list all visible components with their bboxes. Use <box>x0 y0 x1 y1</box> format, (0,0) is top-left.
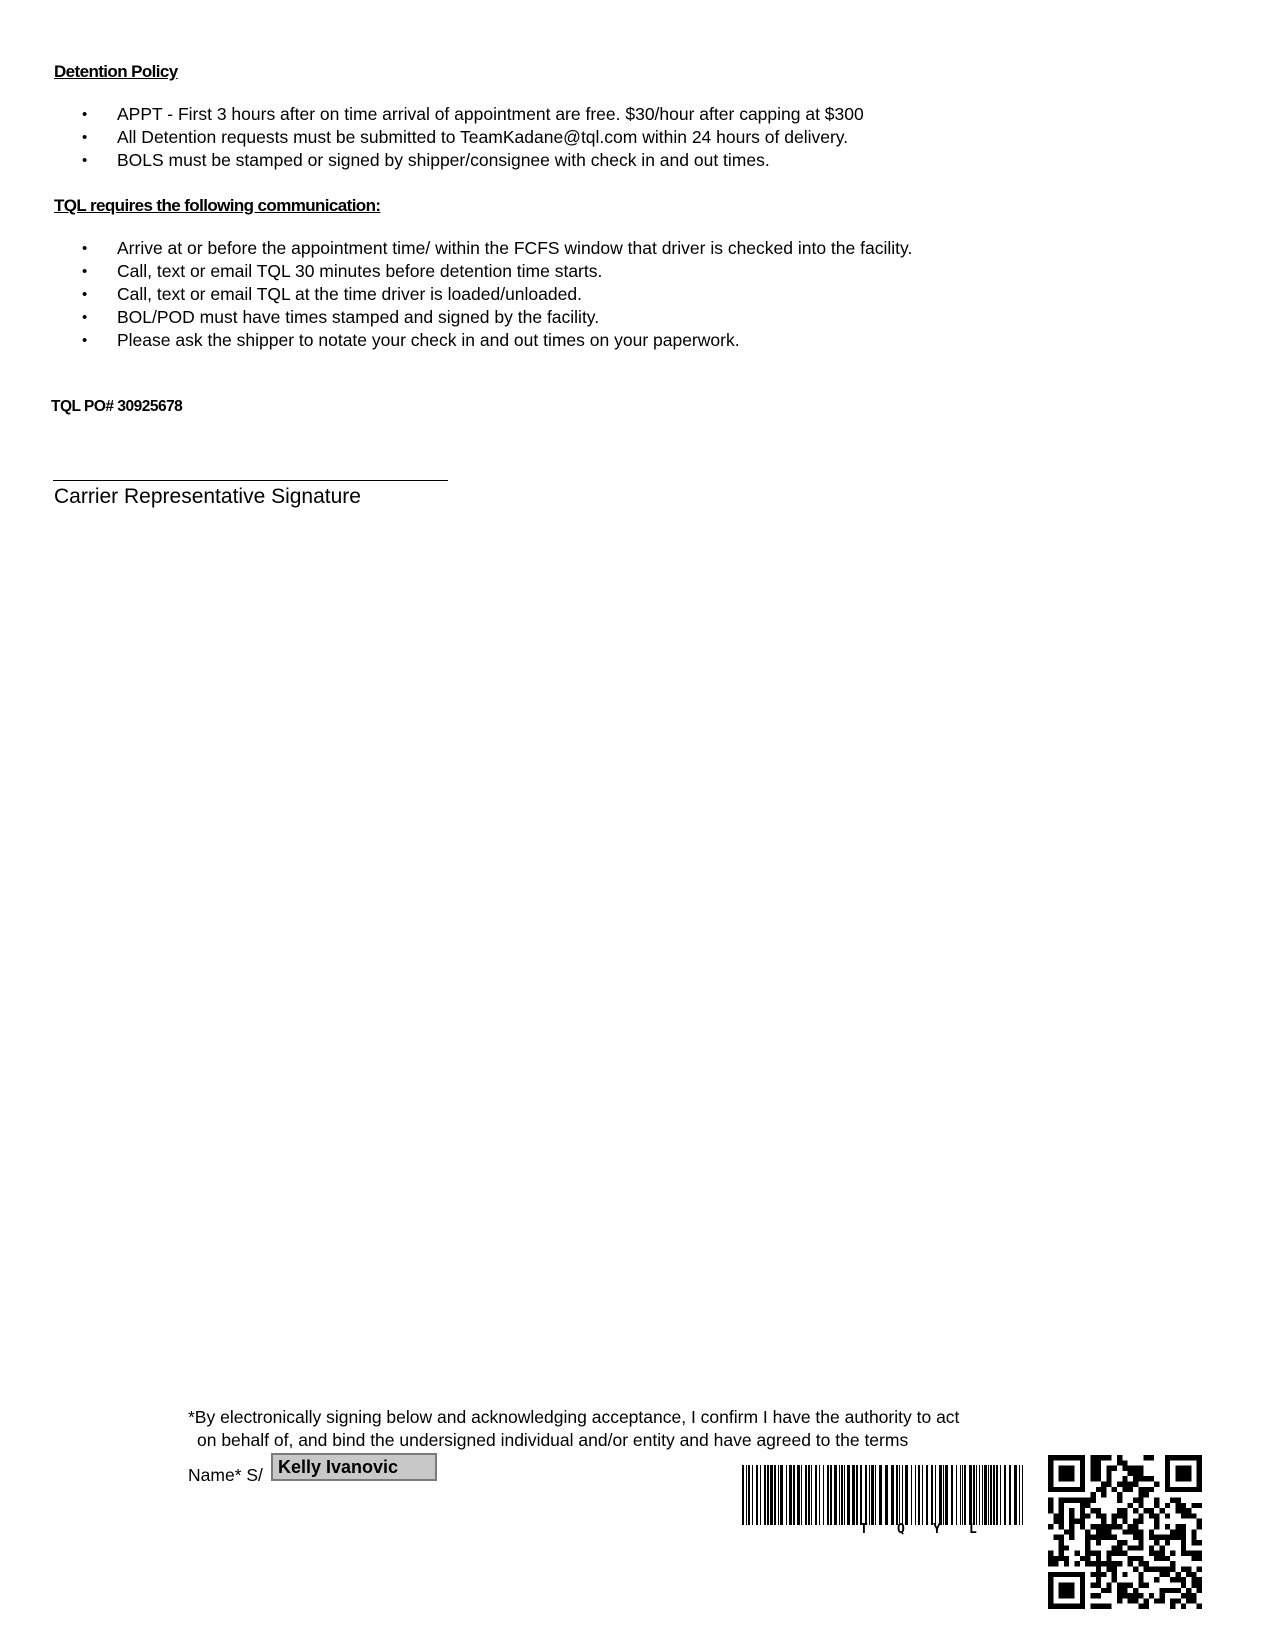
signature-label: Carrier Representative Signature <box>54 485 361 508</box>
bullet-icon: • <box>82 106 88 123</box>
esign-disclaimer <box>188 1406 959 1452</box>
barcode-letter: Q <box>897 1522 905 1537</box>
disclaimer-line: on behalf of, and bind the undersigned individual and/or entity and have agreed to the terms <box>197 1430 909 1450</box>
barcode-letter: L <box>969 1522 977 1537</box>
list-item-text: Please ask the shipper to notate your check in and out times on your paperwork. <box>117 330 740 350</box>
list-item <box>0 237 912 260</box>
list-item <box>0 283 912 306</box>
communication-heading: TQL requires the following communication: <box>54 196 381 215</box>
barcode-letter: Y <box>933 1522 941 1537</box>
bullet-icon: • <box>82 309 88 326</box>
communication-list <box>0 237 912 352</box>
name-field[interactable]: Kelly Ivanovic <box>271 1453 437 1481</box>
disclaimer-line: *By electronically signing below and acknowledging acceptance, I confirm I have the authority to act <box>188 1407 960 1427</box>
bullet-icon: • <box>82 332 88 349</box>
po-number: TQL PO# 30925678 <box>51 398 183 415</box>
list-item-text: APPT - First 3 hours after on time arrival of appointment are free. $30/hour after capping at $300 <box>117 104 864 124</box>
bullet-icon: • <box>82 263 88 280</box>
signature-line[interactable] <box>53 480 448 481</box>
list-item <box>0 306 912 329</box>
detention-policy-heading: Detention Policy <box>54 62 178 81</box>
bullet-icon: • <box>82 240 88 257</box>
list-item-text: All Detention requests must be submitted to TeamKadane@tql.com within 24 hours of delivery. <box>117 127 849 147</box>
list-item-text: BOL/POD must have times stamped and signed by the facility. <box>117 307 600 327</box>
list-item <box>0 103 864 126</box>
list-item-text: BOLS must be stamped or signed by shipper/consignee with check in and out times. <box>117 150 770 170</box>
detention-policy-list <box>0 103 864 172</box>
barcode-letter: T <box>860 1522 868 1537</box>
qr-code-icon <box>1048 1455 1202 1609</box>
barcode-icon <box>742 1465 1028 1525</box>
list-item <box>0 149 864 172</box>
list-item-text: Call, text or email TQL 30 minutes before detention time starts. <box>117 261 603 281</box>
list-item-text: Call, text or email TQL at the time driver is loaded/unloaded. <box>117 284 582 304</box>
list-item-text: Arrive at or before the appointment time/ within the FCFS window that driver is checked into the facility. <box>117 238 913 258</box>
name-label: Name* S/ <box>188 1465 263 1485</box>
list-item <box>0 260 912 283</box>
list-item <box>0 329 912 352</box>
barcode-caption <box>742 1522 1028 1540</box>
bullet-icon: • <box>82 152 88 169</box>
bullet-icon: • <box>82 129 88 146</box>
bullet-icon: • <box>82 286 88 303</box>
list-item <box>0 126 864 149</box>
